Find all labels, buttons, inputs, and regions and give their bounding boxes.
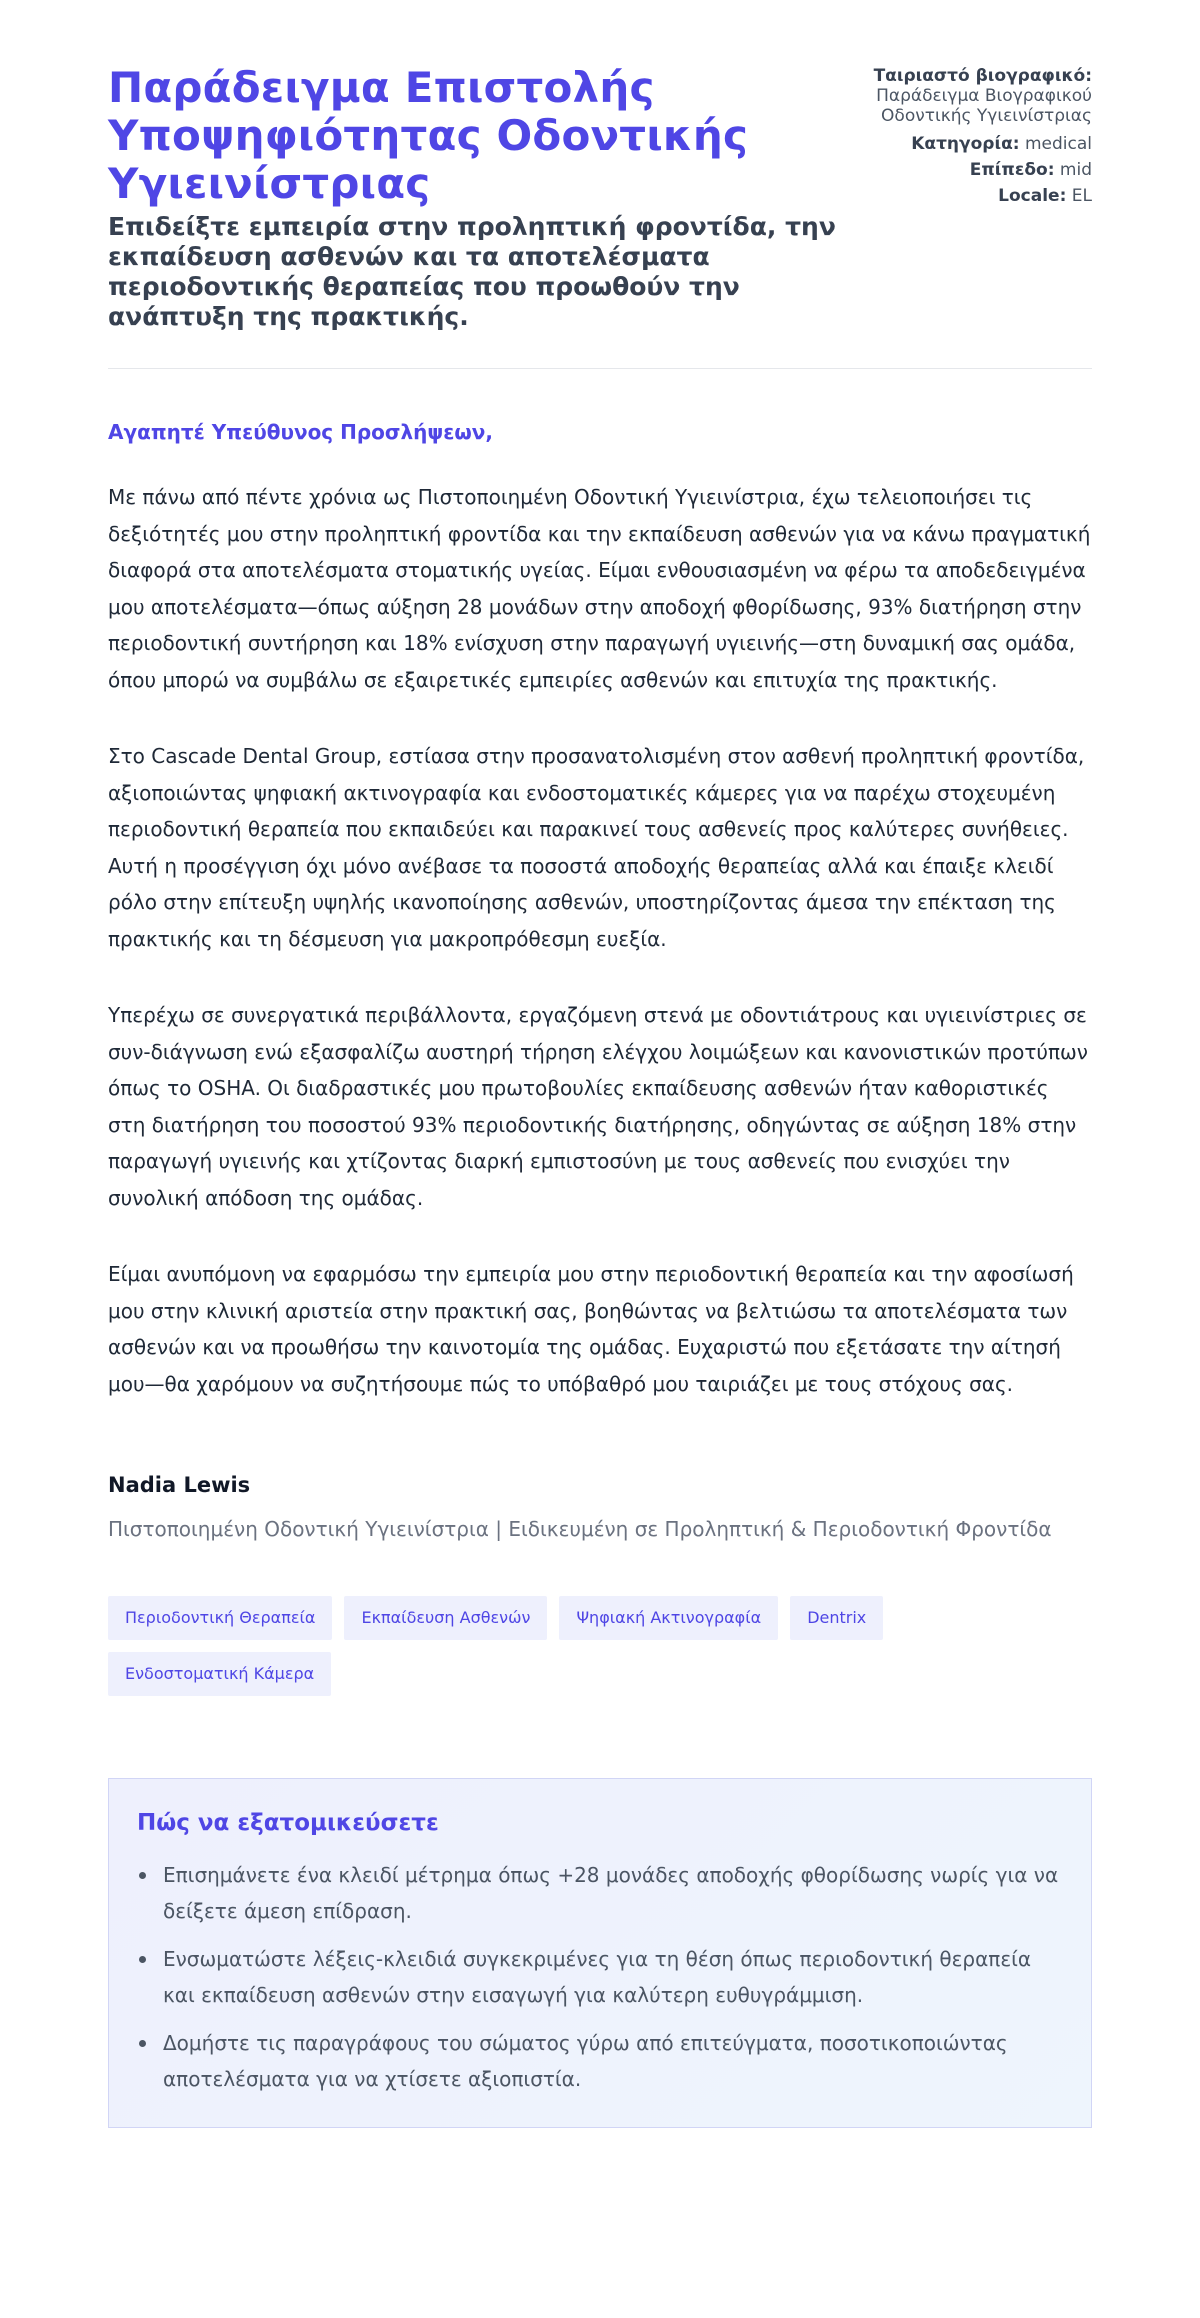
meta-category [868,134,1092,154]
customization-tips-box [108,1778,1092,2128]
letter-paragraph: Με πάνω από πέντε χρόνια ως Πιστοποιημένη Οδοντική Υγιεινίστρια, έχω τελειοποιήσει τις δεξιότητές μου στην προληπτική φροντίδα και την εκπαίδευση ασθενών για να κάνω πραγματική διαφορά στα αποτελέσματα στοματικής υγείας. Είμαι ενθουσιασμένη να φέρω τα αποδεδειγμένα μου αποτελέσματα—όπως αύξηση 28 μονάδων στην αποδοχή φθορίδωσης, 93% διατήρηση στην περιοδοντική συντήρηση και 18% ενίσχυση στην παραγωγή υγιεινής—στη δυναμική σας ομάδα, όπου μπορώ να συμβάλω σε εξαιρετικές εμπειρίες ασθενών και επιτυχία της πρακτικής. [108,485,1091,692]
skill-tag: Ψηφιακή Ακτινογραφία [559,1596,778,1640]
skill-tag: Ενδοστοματική Κάμερα [108,1652,331,1696]
letter-salutation: Αγαπητέ Υπεύθυνος Προσλήψεων, [108,420,494,444]
tips-list-item [137,2025,1063,2097]
tips-title: Πώς να εξατομικεύσετε [137,1810,439,1836]
letter-paragraph: Είμαι ανυπόμονη να εφαρμόσω την εμπειρία μου στην περιοδοντική θεραπεία και την αφοσίωσή μου στην κλινική αριστεία στην πρακτική σας, βοηθώντας να βελτιώσω τα αποτελέσματα των ασθενών και να προωθήσω την καινοτομία της ομάδας. Ευχαριστώ που εξετάσατε την αίτησή μου—θα χαρόμουν να συζητήσουμε πώς το υπόβαθρό μου ταιριάζει με τους στόχους σας. [108,1262,1074,1396]
bullet-icon [139,1872,146,1879]
meta-resume-value: Παράδειγμα Βιογραφικού Οδοντικής Υγιεινίστριας [876,86,1092,126]
meta-category-label: Κατηγορία: [911,134,1020,154]
letter-paragraph: Υπερέχω σε συνεργατικά περιβάλλοντα, εργαζόμενη στενά με οδοντιάτρους και υγιεινίστριες σε συν-διάγνωση ενώ εξασφαλίζω αυστηρή τήρηση ελέγχου λοιμώξεων και κανονιστικών προτύπων όπως το OSHA. Οι διαδραστικές μου πρωτοβουλίες εκπαίδευσης ασθενών ήταν καθοριστικές στη διατήρηση του ποσοστού 93% περιοδοντικής διατήρησης, οδηγώντας σε αύξηση 18% στην παραγωγή υγιεινής και χτίζοντας διαρκή εμπιστοσύνη με τους ασθενείς που ενισχύει την συνολική απόδοση της ομάδας. [108,1003,1088,1210]
page-subtitle: Επιδείξτε εμπειρία στην προληπτική φροντίδα, την εκπαίδευση ασθενών και τα αποτελέσματα περιοδοντικής θεραπείας που προωθούν την ανάπτυξη της πρακτικής. [108,212,836,331]
meta-resume [868,66,1092,126]
meta-locale-value: EL [1071,186,1092,206]
meta-level [868,160,1092,180]
letter-paragraph: Στο Cascade Dental Group, εστίασα στην προσανατολισμένη στον ασθενή προληπτική φροντίδα, αξιοποιώντας ψηφιακή ακτινογραφία και ενδοστοματικές κάμερες για να παρέχω στοχευμένη περιοδοντική θεραπεία που εκπαιδεύει και παρακινεί τους ασθενείς προς καλύτερες συνήθειες. Αυτή η προσέγγιση όχι μόνο ανέβασε τα ποσοστά αποδοχής θεραπείας αλλά και έπαιξε κλειδί ρόλο στην επίτευξη υψηλής ικανοποίησης ασθενών, υποστηρίζοντας άμεσα την επέκταση της πρακτικής και τη δέσμευση για μακροπρόθεσμη ευεξία. [108,744,1085,951]
skill-tag: Dentrix [790,1596,883,1640]
meta-level-label: Επίπεδο: [969,160,1055,180]
bullet-icon [139,1956,146,1963]
header-titles [108,64,868,332]
signature-title: Πιστοποιημένη Οδοντική Υγιεινίστρια | Ειδικευμένη σε Προληπτική & Περιοδοντική Φροντίδα [108,1517,1052,1541]
tips-item-text: Ενσωματώστε λέξεις-κλειδιά συγκεκριμένες για τη θέση όπως περιοδοντική θεραπεία και εκπαίδευση ασθενών στην εισαγωγή για καλύτερη ευθυγράμμιση. [163,1947,1032,2007]
meta-resume-label: Ταιριαστό βιογραφικό: [873,66,1092,86]
bullet-icon [139,2040,146,2047]
meta-level-value: mid [1059,160,1092,180]
tips-list-item [137,1857,1063,1929]
tips-item-text: Δομήστε τις παραγράφους του σώματος γύρω από επιτεύγματα, ποσοτικοποιώντας αποτελέσματα για να χτίσετε αξιοπιστία. [163,2031,1008,2091]
meta-locale-label: Locale: [998,186,1067,206]
meta-category-value: medical [1024,134,1092,154]
signature-name: Nadia Lewis [108,1473,251,1497]
tips-item-text: Επισημάνετε ένα κλειδί μέτρημα όπως +28 μονάδες αποδοχής φθορίδωσης νωρίς για να δείξετε άμεση επίδραση. [163,1863,1059,1923]
page-header [108,64,1092,369]
tips-list [137,1857,1063,2097]
meta-panel [868,64,1092,212]
page-title: Παράδειγμα Επιστολής Υποψηφιότητας Οδοντικής Υγιεινίστριας [108,63,749,208]
skill-tags [108,1596,1092,1696]
skill-tag: Εκπαίδευση Ασθενών [344,1596,547,1640]
meta-locale [868,186,1092,206]
tips-list-item [137,1941,1063,2013]
skill-tag: Περιοδοντική Θεραπεία [108,1596,332,1640]
